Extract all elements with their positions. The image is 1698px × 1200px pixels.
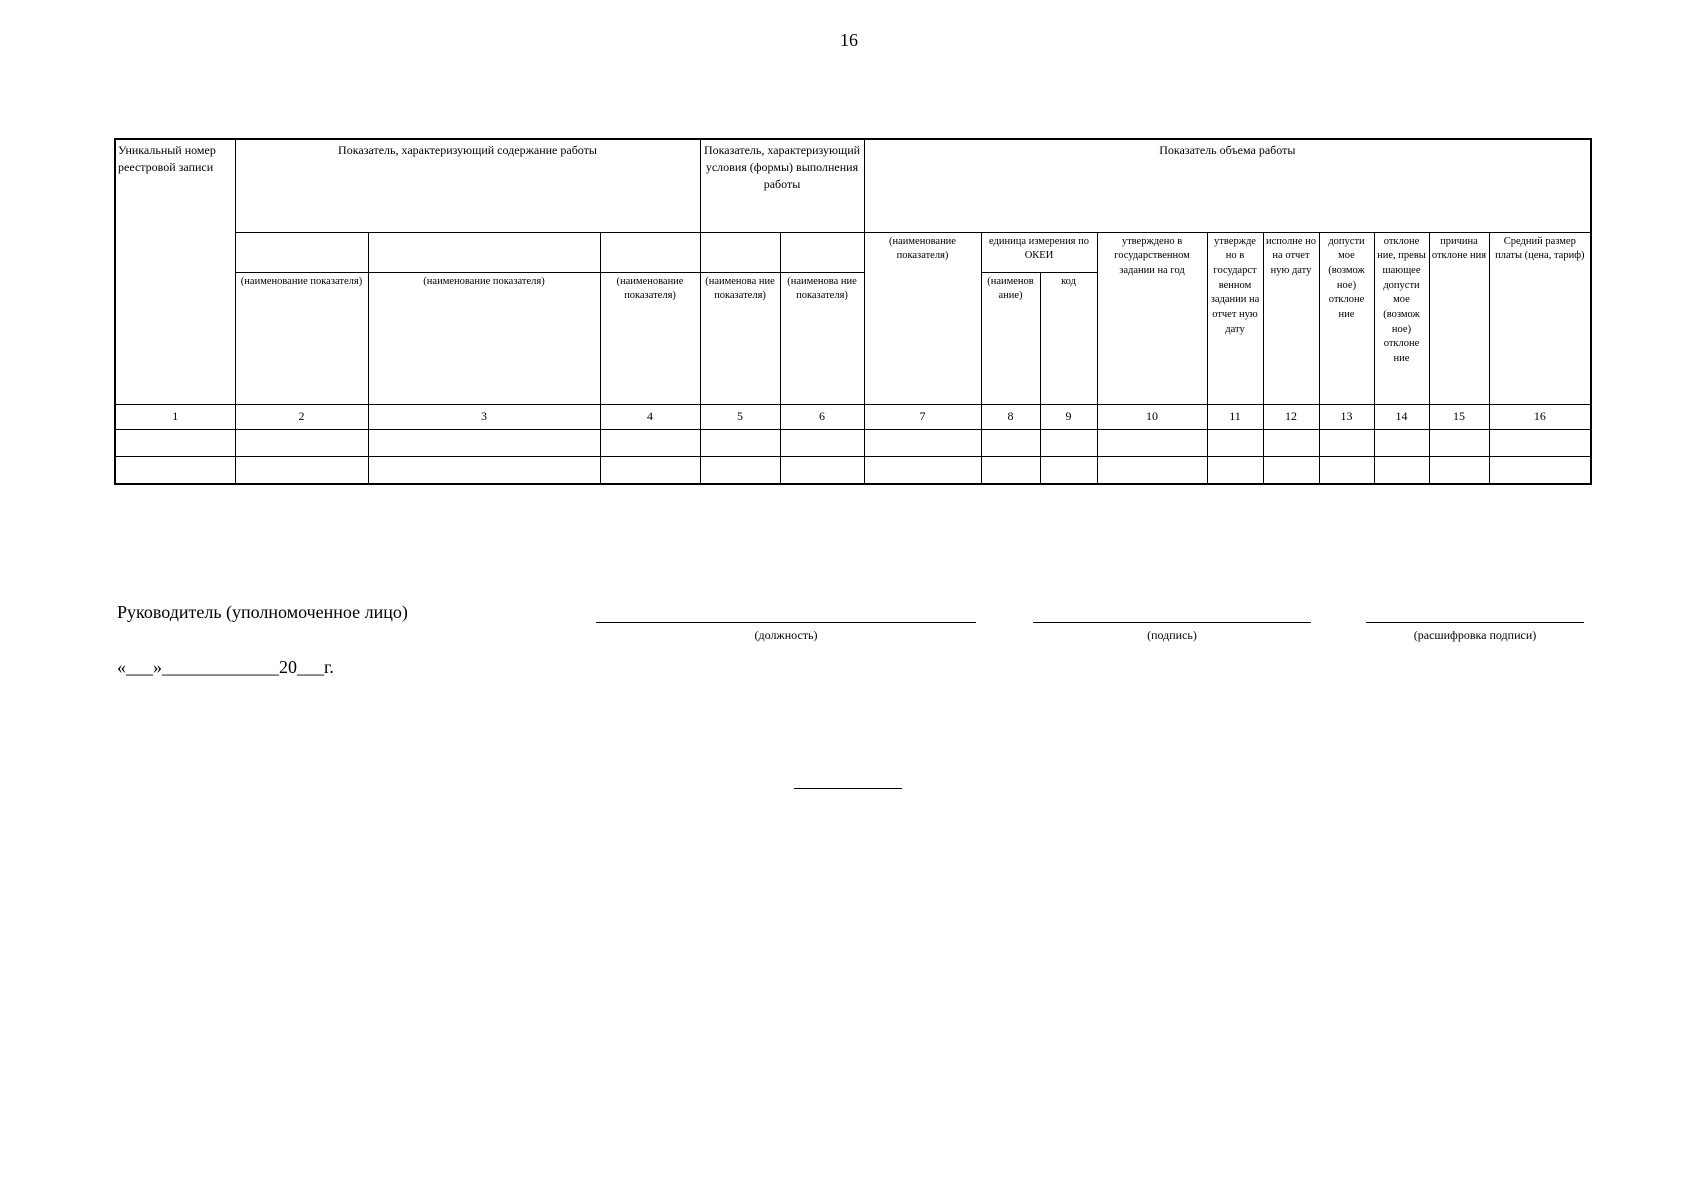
signature-line — [1033, 622, 1311, 623]
column-number: 2 — [235, 404, 368, 429]
table-cell — [1040, 456, 1097, 484]
column-number: 12 — [1263, 404, 1319, 429]
header-cell-empty — [368, 232, 600, 272]
table-cell — [1263, 456, 1319, 484]
table-cell — [1207, 456, 1263, 484]
column-number: 1 — [115, 404, 235, 429]
signatory-label: Руководитель (уполномоченное лицо) — [117, 602, 408, 622]
table-cell — [700, 429, 780, 456]
table-cell — [1374, 429, 1429, 456]
table-cell — [235, 429, 368, 456]
header-unique-number: Уникальный номер реестровой записи — [115, 139, 235, 404]
column-number: 6 — [780, 404, 864, 429]
table-cell — [981, 456, 1040, 484]
table-cell — [1374, 456, 1429, 484]
table-cell — [780, 456, 864, 484]
column-number: 10 — [1097, 404, 1207, 429]
header-volume-indicator: Показатель объема работы — [864, 139, 1591, 232]
column-number: 5 — [700, 404, 780, 429]
table-cell — [1489, 429, 1591, 456]
decoding-caption: (расшифровка подписи) — [1413, 628, 1537, 642]
header-col-4: (наименование показателя) — [600, 272, 700, 404]
table-cell — [368, 456, 600, 484]
table-cell — [864, 456, 981, 484]
header-content-indicator: Показатель, характеризующий содержание работы — [235, 139, 700, 232]
table-cell — [115, 456, 235, 484]
table-row — [115, 429, 1591, 456]
table-cell — [600, 456, 700, 484]
header-cell-empty — [600, 232, 700, 272]
header-col-2: (наименование показателя) — [235, 272, 368, 404]
table-cell — [864, 429, 981, 456]
header-cell-empty — [780, 232, 864, 272]
header-col-9: код — [1040, 272, 1097, 404]
header-col-16: Средний размер платы (цена, тариф) — [1489, 232, 1591, 404]
table-cell — [1263, 429, 1319, 456]
table-row — [115, 456, 1591, 484]
column-number: 16 — [1489, 404, 1591, 429]
header-col-14: отклоне ние, превы шающее допусти мое (возмож ное) отклоне ние — [1374, 232, 1429, 404]
header-col-3: (наименование показателя) — [368, 272, 600, 404]
header-okei: единица измерения по ОКЕИ — [981, 232, 1097, 272]
table-cell — [981, 429, 1040, 456]
table-cell — [1429, 456, 1489, 484]
decoding-line — [1366, 622, 1584, 623]
date-line: «___»_____________20___г. — [117, 657, 334, 677]
header-cell-empty — [235, 232, 368, 272]
header-col-6: (наименова ние показателя) — [780, 272, 864, 404]
table-cell — [600, 429, 700, 456]
header-col-5: (наименова ние показателя) — [700, 272, 780, 404]
column-number: 15 — [1429, 404, 1489, 429]
header-col-10: утверждено в государственном задании на год — [1097, 232, 1207, 404]
table-cell — [700, 456, 780, 484]
table-cell — [1319, 456, 1374, 484]
work-volume-table — [114, 138, 1592, 485]
signature-caption: (подпись) — [1147, 628, 1197, 642]
table-cell — [1040, 429, 1097, 456]
table-cell — [780, 429, 864, 456]
column-number: 4 — [600, 404, 700, 429]
header-col-12: исполне но на отчет ную дату — [1263, 232, 1319, 404]
header-col-13: допусти мое (возмож ное) отклоне ние — [1319, 232, 1374, 404]
column-number: 9 — [1040, 404, 1097, 429]
table-cell — [1097, 429, 1207, 456]
table-cell — [1097, 456, 1207, 484]
column-number: 3 — [368, 404, 600, 429]
header-conditions-indicator: Показатель, характеризующий условия (формы) выполнения работы — [700, 139, 864, 232]
table-cell — [235, 456, 368, 484]
header-col-15: причина отклоне ния — [1429, 232, 1489, 404]
table-cell — [1429, 429, 1489, 456]
table-cell — [1319, 429, 1374, 456]
column-number: 7 — [864, 404, 981, 429]
column-number: 14 — [1374, 404, 1429, 429]
column-number: 11 — [1207, 404, 1263, 429]
header-col-7: (наименование показателя) — [864, 232, 981, 404]
position-caption: (должность) — [754, 628, 818, 642]
header-col-11: утвержде но в государст венном задании на отчет ную дату — [1207, 232, 1263, 404]
table-cell — [115, 429, 235, 456]
header-col-8: (наименов ание) — [981, 272, 1040, 404]
column-number: 13 — [1319, 404, 1374, 429]
header-cell-empty — [700, 232, 780, 272]
table-cell — [1489, 456, 1591, 484]
table-cell — [368, 429, 600, 456]
page-number: 16 — [840, 30, 858, 50]
table-cell — [1207, 429, 1263, 456]
column-number: 8 — [981, 404, 1040, 429]
end-separator-line — [794, 788, 902, 789]
position-line — [596, 622, 976, 623]
